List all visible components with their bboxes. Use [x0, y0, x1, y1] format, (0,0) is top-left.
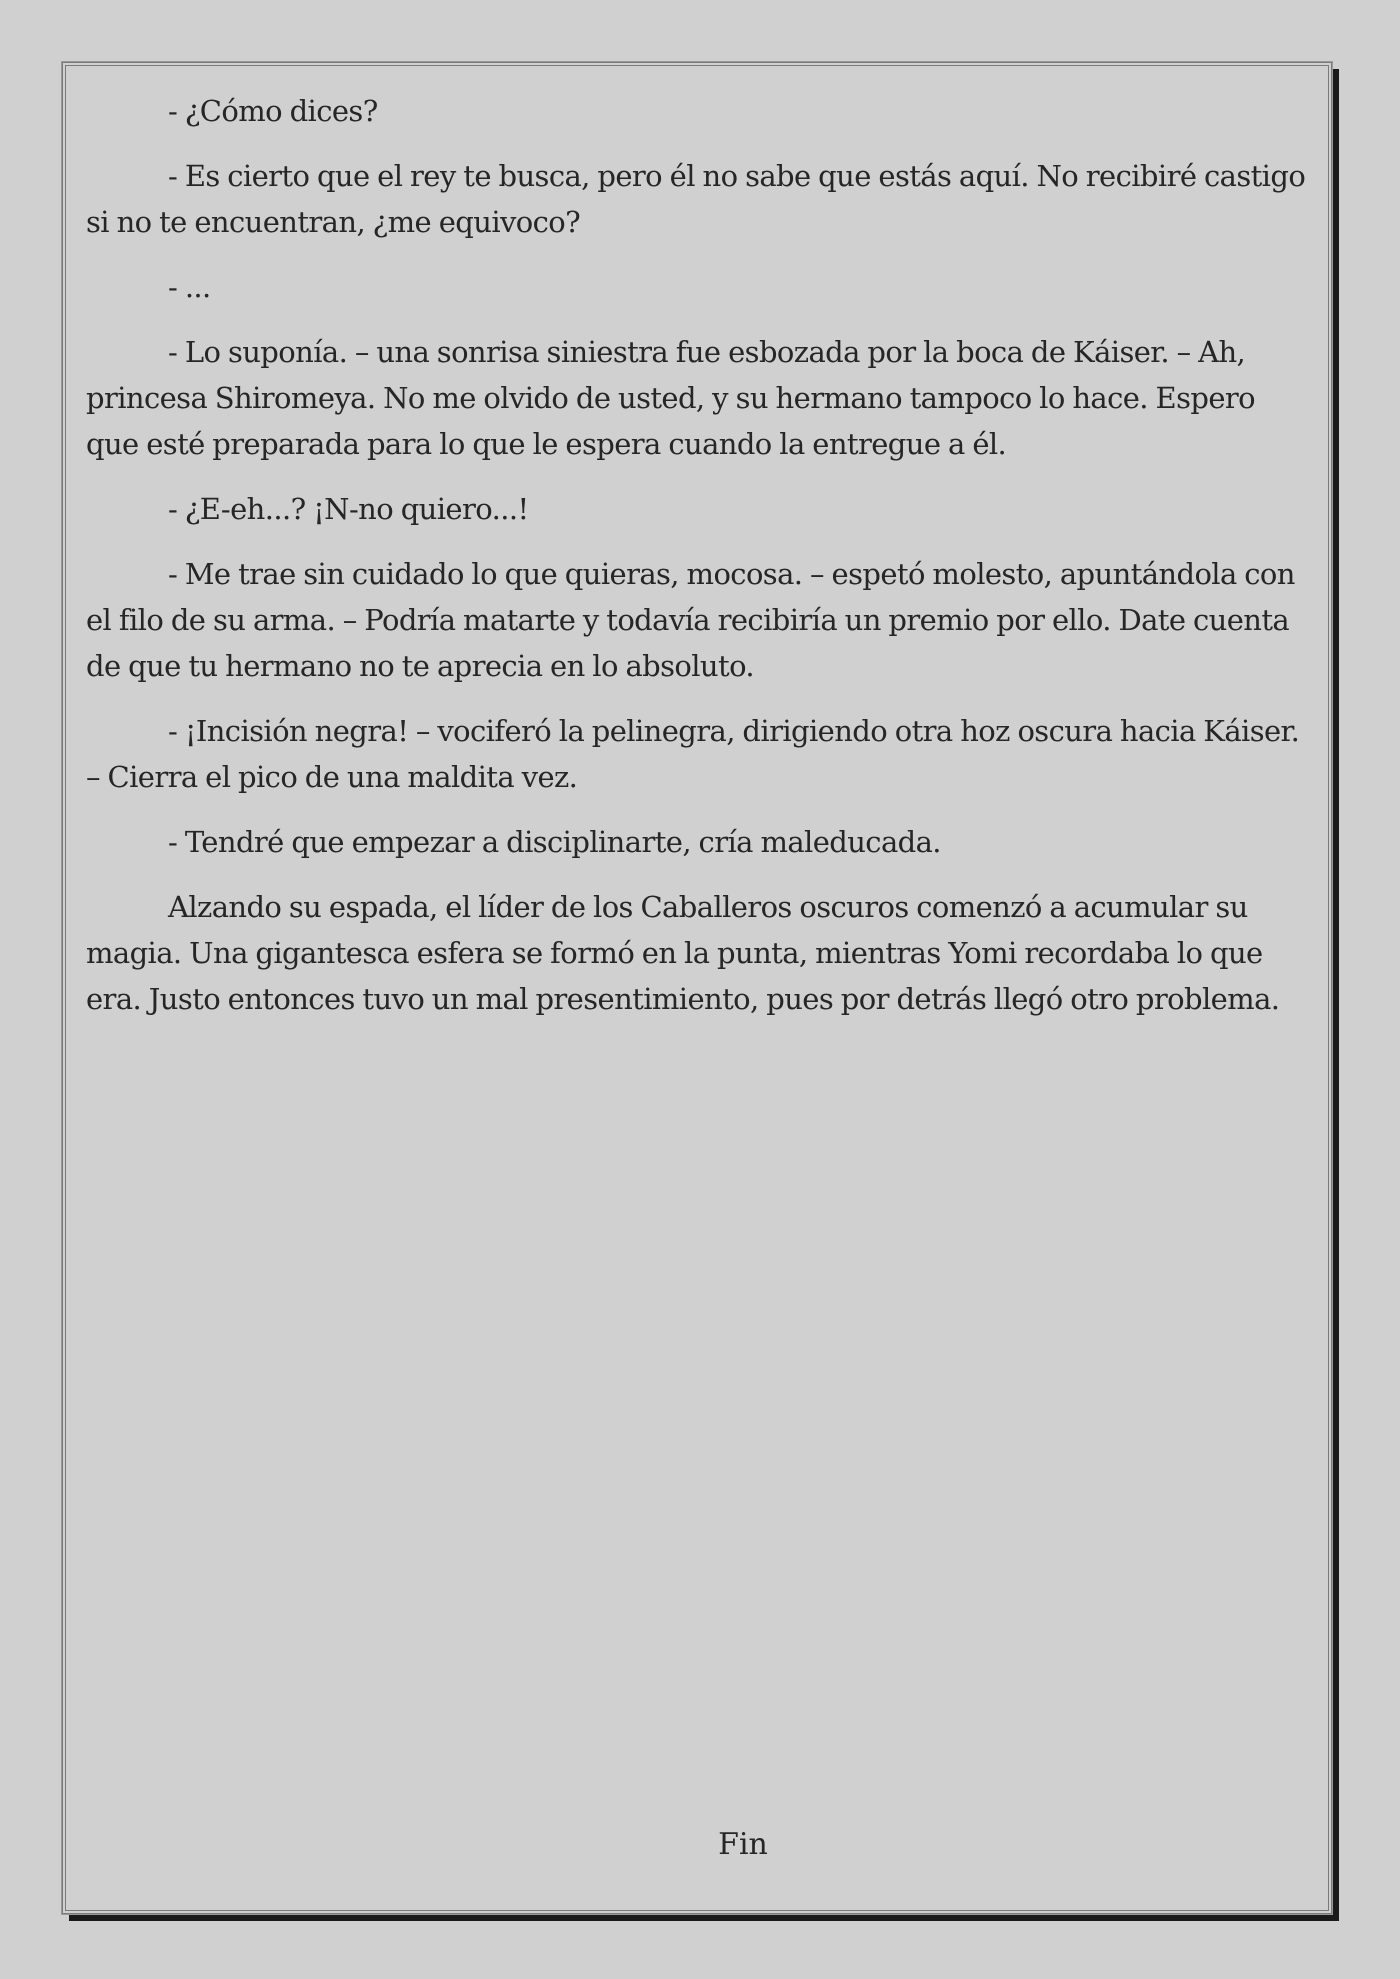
paragraph-1: - ¿Cómo dices?: [168, 94, 378, 128]
paragraph-7: - ¡Incisión negra! – vociferó la pelinegra, dirigiendo otra hoz oscura hacia Káiser. – Cierra el pico de una maldita vez.: [86, 714, 1300, 794]
paragraph-6: - Me trae sin cuidado lo que quieras, mocosa. – espetó molesto, apuntándola con el filo de su arma. – Podría matarte y todavía recibiría un premio por ello. Date cuenta de que tu hermano no te aprecia en lo absoluto.: [86, 557, 1295, 683]
paragraph-9: Alzando su espada, el líder de los Caballeros oscuros comenzó a acumular su magia. Una gigantesca esfera se formó en la punta, mientras Yomi recordaba lo que era. Justo entonces tuvo un mal presentimiento, pues por detrás llegó otro problema.: [86, 890, 1280, 1016]
paragraph-2: - Es cierto que el rey te busca, pero él no sabe que estás aquí. No recibiré castigo si no te encuentran, ¿me equivoco?: [86, 159, 1306, 239]
paragraph-8: - Tendré que empezar a disciplinarte, cría maleducada.: [168, 825, 941, 859]
end-marker: Fin: [718, 1827, 768, 1862]
document-page: [62, 62, 1332, 1914]
paragraph-5: - ¿E-eh...? ¡N-no quiero...!: [168, 492, 529, 526]
paragraph-3: - ...: [168, 270, 211, 304]
paragraph-4: - Lo suponía. – una sonrisa siniestra fue esbozada por la boca de Káiser. – Ah, princesa Shiromeya. No me olvido de usted, y su hermano tampoco lo hace. Espero que esté preparada para lo que le espera cuando la entregue a él.: [86, 335, 1256, 461]
document-body: [86, 88, 1306, 1041]
